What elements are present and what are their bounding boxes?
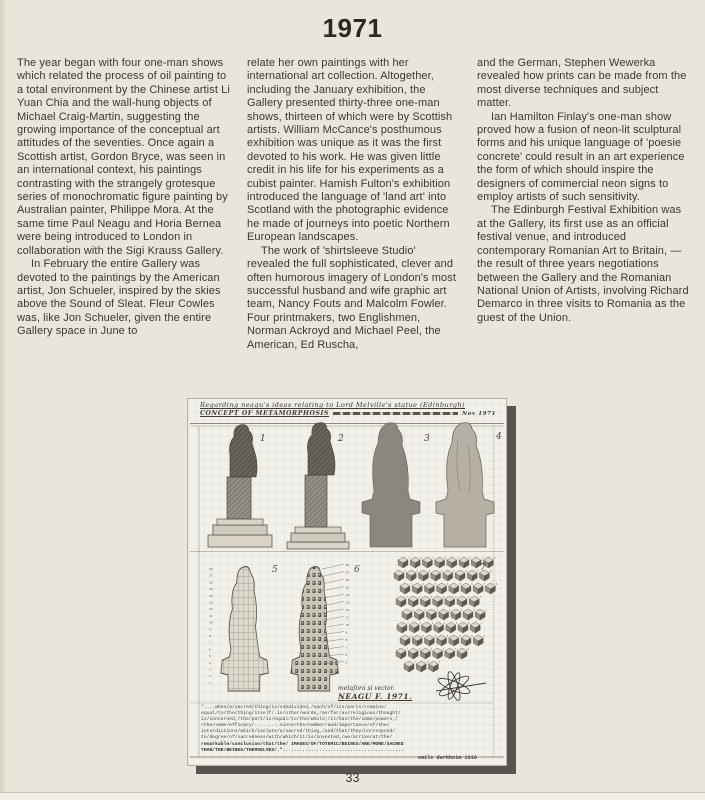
artwork-scan-neagu-metamorphosis [187, 398, 507, 766]
svg-text:13: 13 [345, 600, 350, 605]
text-column-2 [247, 57, 461, 352]
svg-text:2: 2 [424, 609, 426, 613]
svg-text:8: 8 [493, 557, 496, 561]
figure-label-3: 3 [424, 434, 430, 444]
svg-text:4: 4 [209, 660, 211, 665]
svg-text:9: 9 [345, 630, 348, 635]
svg-text:5: 5 [457, 557, 459, 561]
svg-text:7: 7 [480, 622, 482, 626]
paragraph: The year began with four one-man shows which related the process of oil painting to a total environment by the Chinese artist Li Yuan Chia and the wall-hung objects of Michael Craig-Martin, suggesting the growing importance of the conceptual art attitudes of the seventies. Once again a Scottish artist, Gordon Bryce, was seen in an international context, his paintings contrasting with the strangely grotesque series of monochromatic figure painting by Australian painter, Philippe Mora. At the same time Paul Neagu and Horia Bernea were being introduced to London in collaboration with the Sigi Krauss Gallery. [17, 57, 230, 257]
svg-text:5: 5 [456, 622, 458, 626]
figure-label-4: 4 [496, 432, 502, 442]
page-bottom-edge [0, 792, 705, 800]
cube-array [394, 557, 498, 672]
svg-text:7: 7 [481, 557, 483, 561]
paragraph: relate her own paintings with her international art collection. Altogether, including the January exhibition, the Gallery presented thirty-three one-man shows, thirteen of which were by Scottish artists. William McCance's posthumous exhibition was unique as it was the first devoted to his work. He was given little credit in his life for his experiments as a cubist painter. Hamish Fulton's exhibition introduced the language of 'land art' into Scotland with the photographic evidence he made of journeys into poetic Northern European landscapes. [247, 57, 453, 244]
svg-text:3: 3 [434, 635, 437, 639]
quote-line: to/degree/of/sacredness/with/which/it/is/invested,/we/arrive/at/the/ [201, 735, 393, 741]
svg-text:16: 16 [209, 580, 213, 585]
svg-text:9: 9 [209, 627, 211, 632]
svg-text:17: 17 [345, 570, 350, 575]
svg-text:5: 5 [459, 635, 461, 639]
svg-text:6: 6 [468, 622, 470, 626]
artwork-title-line: Regarding neagu's ideas relating to Lord Melville's statue (Edinburgh) [200, 401, 465, 409]
svg-text:12: 12 [345, 608, 350, 612]
svg-text:2: 2 [419, 622, 421, 626]
quote-line: is/concerned,/the/part/is/equal/to/the/whole;/it/has/the/same/powers,/ [201, 717, 398, 723]
svg-text:3: 3 [434, 583, 437, 587]
svg-text:3: 3 [430, 648, 433, 652]
svg-text:2: 2 [416, 570, 418, 574]
svg-text:6: 6 [345, 653, 348, 657]
svg-text:3: 3 [430, 596, 433, 600]
svg-text:3: 3 [438, 661, 441, 665]
svg-text:14: 14 [209, 593, 213, 598]
svg-text:10: 10 [345, 623, 350, 627]
page-title: 1971 [322, 13, 383, 43]
svg-text:3: 3 [428, 570, 431, 574]
paragraph: and the German, Stephen Wewerka revealed how prints can be made from the most diverse techniques and subject matter. [477, 57, 687, 110]
svg-text:4: 4 [440, 570, 443, 574]
figure-label-1: 1 [260, 434, 266, 444]
svg-text:4: 4 [448, 609, 451, 613]
svg-text:14: 14 [345, 593, 350, 597]
svg-text:17: 17 [209, 573, 213, 578]
svg-text:3: 3 [209, 667, 211, 672]
svg-text:1: 1 [412, 609, 414, 613]
figure-label-5: 5 [272, 565, 278, 575]
quote-line: THAN/THE/BEINGS/THEMSELVES/."........................................... [201, 747, 404, 753]
svg-text:6: 6 [467, 596, 469, 600]
artwork-subtitle: CONCEPT OF METAMORPHOSIS [200, 410, 330, 417]
quote-line: /the/same/efficacy/.........since/the/number/and/importance/of/the/ [201, 723, 390, 729]
svg-text:1: 1 [209, 680, 211, 685]
svg-text:11: 11 [345, 615, 350, 620]
svg-text:6: 6 [473, 609, 475, 613]
svg-text:6: 6 [471, 583, 473, 587]
svg-text:2: 2 [420, 557, 422, 561]
artist-signature [338, 685, 458, 701]
svg-text:8: 8 [489, 570, 492, 574]
svg-text:4: 4 [446, 635, 449, 639]
svg-text:7: 7 [483, 635, 485, 639]
svg-text:11: 11 [209, 613, 213, 618]
svg-text:5: 5 [455, 596, 457, 600]
text-column-3 [477, 57, 691, 325]
svg-text:1: 1 [406, 648, 408, 652]
svg-text:7: 7 [485, 609, 487, 613]
paragraph: The Edinburgh Festival Exhibition was at the Gallery, its first use as an official festival venue, and introduced contemporary Romanian Art to Britain, — the result of three years negotiations between the Gallery and the Romanian National Union of Artists, involving Richard Demarco in three visits to Romania as the guest of the Union. [477, 204, 689, 324]
svg-text:1: 1 [406, 596, 408, 600]
quote-line: interdictions/which/isolate/a/sacred/thing,/and/that/they/correspond/ [201, 729, 396, 735]
svg-text:2: 2 [426, 661, 428, 665]
svg-text:2: 2 [418, 596, 420, 600]
paragraph: The work of 'shirtsleeve Studio' revealed the full sophisticated, clever and often humorous imagery of London's most successful husband and wife graphic art team, Nancy Fouts and Malcolm Fowler. Four printmakers, two Englishmen, Norman Ackroyd and Michael Peel, the American, Ed Ruscha, [247, 244, 457, 351]
typed-quote [201, 705, 491, 761]
svg-text:15: 15 [209, 587, 213, 592]
svg-text:7: 7 [345, 645, 348, 650]
quote-line: remarkable/conclusion/that/the/ IMAGES/OF/TOTEMIC/BEINGS/ARE/MORE/SACRED [201, 741, 404, 747]
svg-text:1: 1 [414, 661, 416, 665]
svg-text:8: 8 [495, 583, 498, 587]
svg-text:3: 3 [431, 622, 434, 626]
svg-text:2: 2 [422, 583, 424, 587]
svg-text:5: 5 [461, 609, 463, 613]
svg-text:4: 4 [446, 583, 449, 587]
text-column-1 [17, 57, 231, 339]
paragraph: Ian Hamilton Finlay's one-man show proved how a fusion of neon-lit sculptural forms and his unique language of 'poesie concrete' could result in an art experience the form of which should inspire the designers of commercial neon signs to employ artists of such sensitivity. [477, 110, 685, 204]
svg-text:1: 1 [410, 583, 412, 587]
svg-text:7: 7 [479, 596, 481, 600]
svg-text:5: 5 [455, 648, 457, 652]
svg-text:7: 7 [477, 570, 479, 574]
svg-text:12: 12 [209, 607, 213, 612]
svg-text:8: 8 [209, 634, 211, 638]
svg-text:15: 15 [345, 585, 350, 590]
quote-line: equal/to/the/thing/itself/.in/other/words,/as/far/as/religious/thought/ [201, 711, 401, 717]
svg-text:18: 18 [209, 567, 213, 571]
row-tick-numbers [209, 567, 213, 685]
svg-text:1: 1 [404, 570, 406, 574]
quote-line: "....when/a/sacred/thing/is/subdivided,/each/of/its/parts/remains/ [201, 705, 387, 710]
svg-text:4: 4 [444, 557, 447, 561]
svg-text:5: 5 [459, 583, 461, 587]
signature-name: NEAGU F. 1971. [338, 692, 413, 701]
svg-text:8: 8 [345, 638, 348, 642]
artwork-date: Nov 1971 [462, 410, 496, 417]
svg-text:6: 6 [467, 648, 469, 652]
svg-text:4: 4 [442, 596, 445, 600]
svg-text:5: 5 [345, 660, 348, 665]
page-number: 33 [345, 771, 360, 785]
svg-text:1: 1 [407, 622, 409, 626]
figure-label-2: 2 [338, 434, 344, 444]
figure-label-7: 7 [480, 563, 486, 573]
svg-text:2: 2 [209, 674, 211, 679]
svg-text:1: 1 [408, 557, 410, 561]
svg-text:13: 13 [209, 600, 213, 605]
svg-text:6: 6 [469, 557, 471, 561]
svg-text:2: 2 [422, 635, 424, 639]
svg-text:4: 4 [443, 622, 446, 626]
paragraph: In February the entire Gallery was devoted to the paintings by the American artist, Jon Schueler, inspired by the skies above the Sound of Sleat. Fleur Cowles was, like Jon Schueler, given the entire Gallery space in June to [17, 258, 221, 338]
svg-text:10: 10 [209, 620, 213, 625]
scribble-line [333, 412, 458, 415]
svg-text:2: 2 [418, 648, 420, 652]
quote-credit: emile durkheim 1910 [417, 754, 477, 761]
svg-text:7: 7 [209, 640, 211, 645]
statue-6 [291, 567, 339, 691]
svg-text:6: 6 [209, 647, 211, 652]
statue-3 [362, 423, 420, 547]
statue-4 [436, 423, 494, 547]
figure-label-6: 6 [354, 565, 360, 575]
svg-text:5: 5 [453, 570, 455, 574]
signature-note: metafora si vector. [338, 685, 395, 692]
svg-text:18: 18 [345, 563, 350, 567]
svg-text:3: 3 [436, 609, 439, 613]
statue-5 [221, 567, 269, 691]
svg-text:16: 16 [345, 578, 350, 582]
svg-text:5: 5 [209, 654, 211, 659]
artwork-header [200, 401, 496, 417]
svg-text:6: 6 [465, 570, 467, 574]
svg-text:1: 1 [410, 635, 412, 639]
artwork-subtitle-line [200, 410, 496, 417]
svg-text:4: 4 [442, 648, 445, 652]
svg-text:7: 7 [483, 583, 485, 587]
svg-text:3: 3 [432, 557, 435, 561]
svg-text:6: 6 [471, 635, 473, 639]
